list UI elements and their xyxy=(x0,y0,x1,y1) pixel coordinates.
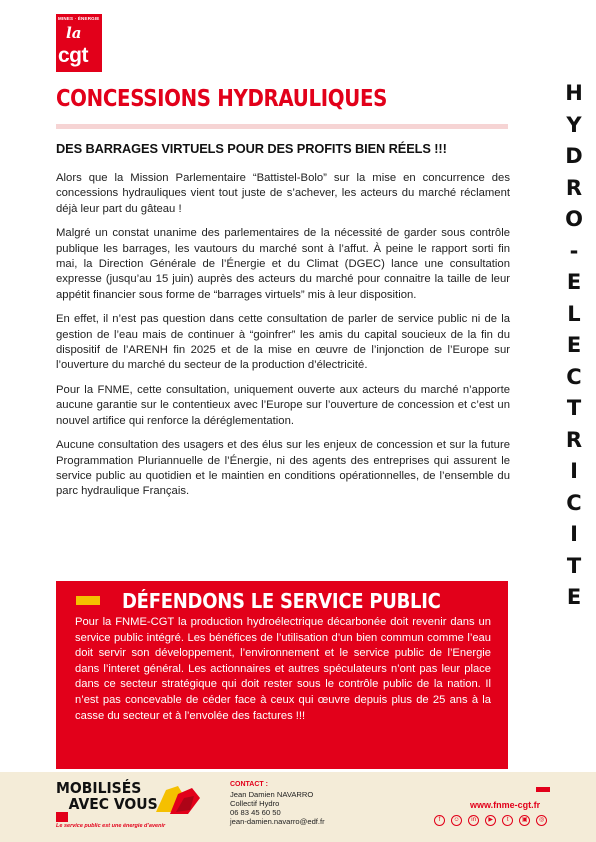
twitter-icon[interactable]: t xyxy=(502,815,513,826)
callout-box xyxy=(56,581,508,769)
vertical-letter: E xyxy=(566,333,582,357)
footer-slogan: Le service public est une énergie d’avenir xyxy=(56,823,166,829)
snapchat-icon[interactable]: ☺ xyxy=(451,815,462,826)
logo-union-label: MINES · ÉNERGIE xyxy=(58,16,100,21)
contact-name: Jean Damien NAVARRO xyxy=(230,790,314,799)
contact-email[interactable]: jean-damien.navarro@edf.fr xyxy=(230,817,325,826)
video-icon[interactable]: ▣ xyxy=(519,815,530,826)
campaign-line-1: MOBILISÉS xyxy=(56,779,142,797)
instagram-icon[interactable]: ◎ xyxy=(536,815,547,826)
footer xyxy=(0,772,596,842)
vertical-letter: O xyxy=(565,207,583,231)
vertical-letter: - xyxy=(569,238,579,263)
logo-cgt: cgt xyxy=(58,44,88,67)
vertical-letter: T xyxy=(566,553,582,578)
vertical-letter: T xyxy=(566,396,582,420)
page-subtitle: DES BARRAGES VIRTUELS POUR DES PROFITS BIEN RÉELS !!! xyxy=(56,141,447,156)
social-icons xyxy=(434,815,549,827)
vertical-letter: R xyxy=(565,175,583,200)
callout-title: DÉFENDONS LE SERVICE PUBLIC xyxy=(122,589,441,613)
vertical-title xyxy=(560,78,588,614)
paragraph: Alors que la Mission Parlementaire “Battistel-Bolo” sur la mise en concurrence des concessions hydrauliques vient tout juste de s’achever, les acteurs du marché réclament déjà leur part du gâteau ! xyxy=(56,172,510,215)
logo-la: la xyxy=(66,24,82,42)
paragraph: Pour la FNME, cette consultation, uniquement ouverte aux acteurs du marché n’apporte aucune garantie sur le contentieux avec l’Europe sur l’ouverture de concession et c’est un nouvel artifice qui renforce la déréglementation. xyxy=(56,383,510,427)
youtube-icon[interactable]: ▶ xyxy=(485,815,496,826)
vertical-letter: L xyxy=(567,301,581,326)
vertical-letter: D xyxy=(565,144,583,168)
vertical-letter: I xyxy=(570,522,578,546)
contact-org: Collectif Hydro xyxy=(230,799,280,808)
paragraph: Malgré un constat unanime des parlementaires de la nécessité de garder sous contrôle publique les barrages, les vautours du marché sont à l’affut. À peine le rapport sorti fin mai, la Direction Générale de l’Énergie et du Climat (DGEC) lance une consultation expresse (jusqu’au 15 juin) auprès des acteurs du marché pour connaitre la taille de leur appétit financier sous forme de “barrages virtuels” mis à leur disposition. xyxy=(56,227,510,301)
facebook-icon[interactable]: f xyxy=(434,815,445,826)
paragraph: Aucune consultation des usagers et des élus sur les enjeux de concession et sur la future Programmation Pluriannuelle de l’Énergie, ni des agents des entreprises qui assurent le service public au quotidien et le maintien en conditions opérationnelles, de l’ensemble du parc hydraulique Français. xyxy=(56,439,510,498)
article-body xyxy=(56,171,510,509)
contact-phone: 06 83 45 60 50 xyxy=(230,808,281,817)
cgt-logo xyxy=(56,14,102,72)
callout-text: Pour la FNME-CGT la production hydroélectrique décarbonée doit revenir dans un service public intégré. Les bénéfices de l’utilisation d’un bien commun comme l’eau doit servir son développement, l’environnement et le service public de l’Energie dans l’interet général. Les actionnaires et autres spéculateurs n’ont pas leur place dans ce secteur stratégique qui doit rester sous le contrôle public de la nation. Il n’est pas concevable de céder face à ceux qui œuvre depuis plus de 25 ans à la casse du secteur et à l’envolée des factures !!! xyxy=(75,616,491,722)
vertical-letter: I xyxy=(570,459,578,483)
vertical-letter: R xyxy=(565,427,583,452)
paragraph: En effet, il n’est pas question dans cette consultation de parler de service public ni de la gestion de l’eau mais de continuer à “goinfrer” les amis du capital soucieux de la fin du dispositif de l’ARENH fin 2025 et de la mise en œuvre de l’injonction de l’Europe sur l’ouverture du marché du secteur de la production d’électricité. xyxy=(56,313,510,372)
title-underline xyxy=(56,124,508,129)
small-cgt-logo xyxy=(56,812,68,822)
vertical-letter: E xyxy=(566,585,582,609)
campaign-line-2: AVEC VOUS xyxy=(68,795,158,813)
linkedin-icon[interactable]: in xyxy=(468,815,479,826)
raised-fists-icon xyxy=(148,782,206,818)
vertical-letter: Y xyxy=(566,112,582,137)
contact-label: CONTACT : xyxy=(230,781,268,788)
vertical-letter: C xyxy=(566,364,582,389)
campaign-logo xyxy=(56,780,158,812)
vertical-letter: C xyxy=(566,490,582,515)
page-title: CONCESSIONS HYDRAULIQUES xyxy=(56,86,388,112)
yellow-dash xyxy=(76,596,100,605)
red-mark xyxy=(536,787,550,792)
vertical-letter: H xyxy=(565,81,583,105)
vertical-letter: E xyxy=(566,270,582,294)
website-link[interactable]: www.fnme-cgt.fr xyxy=(470,800,541,810)
